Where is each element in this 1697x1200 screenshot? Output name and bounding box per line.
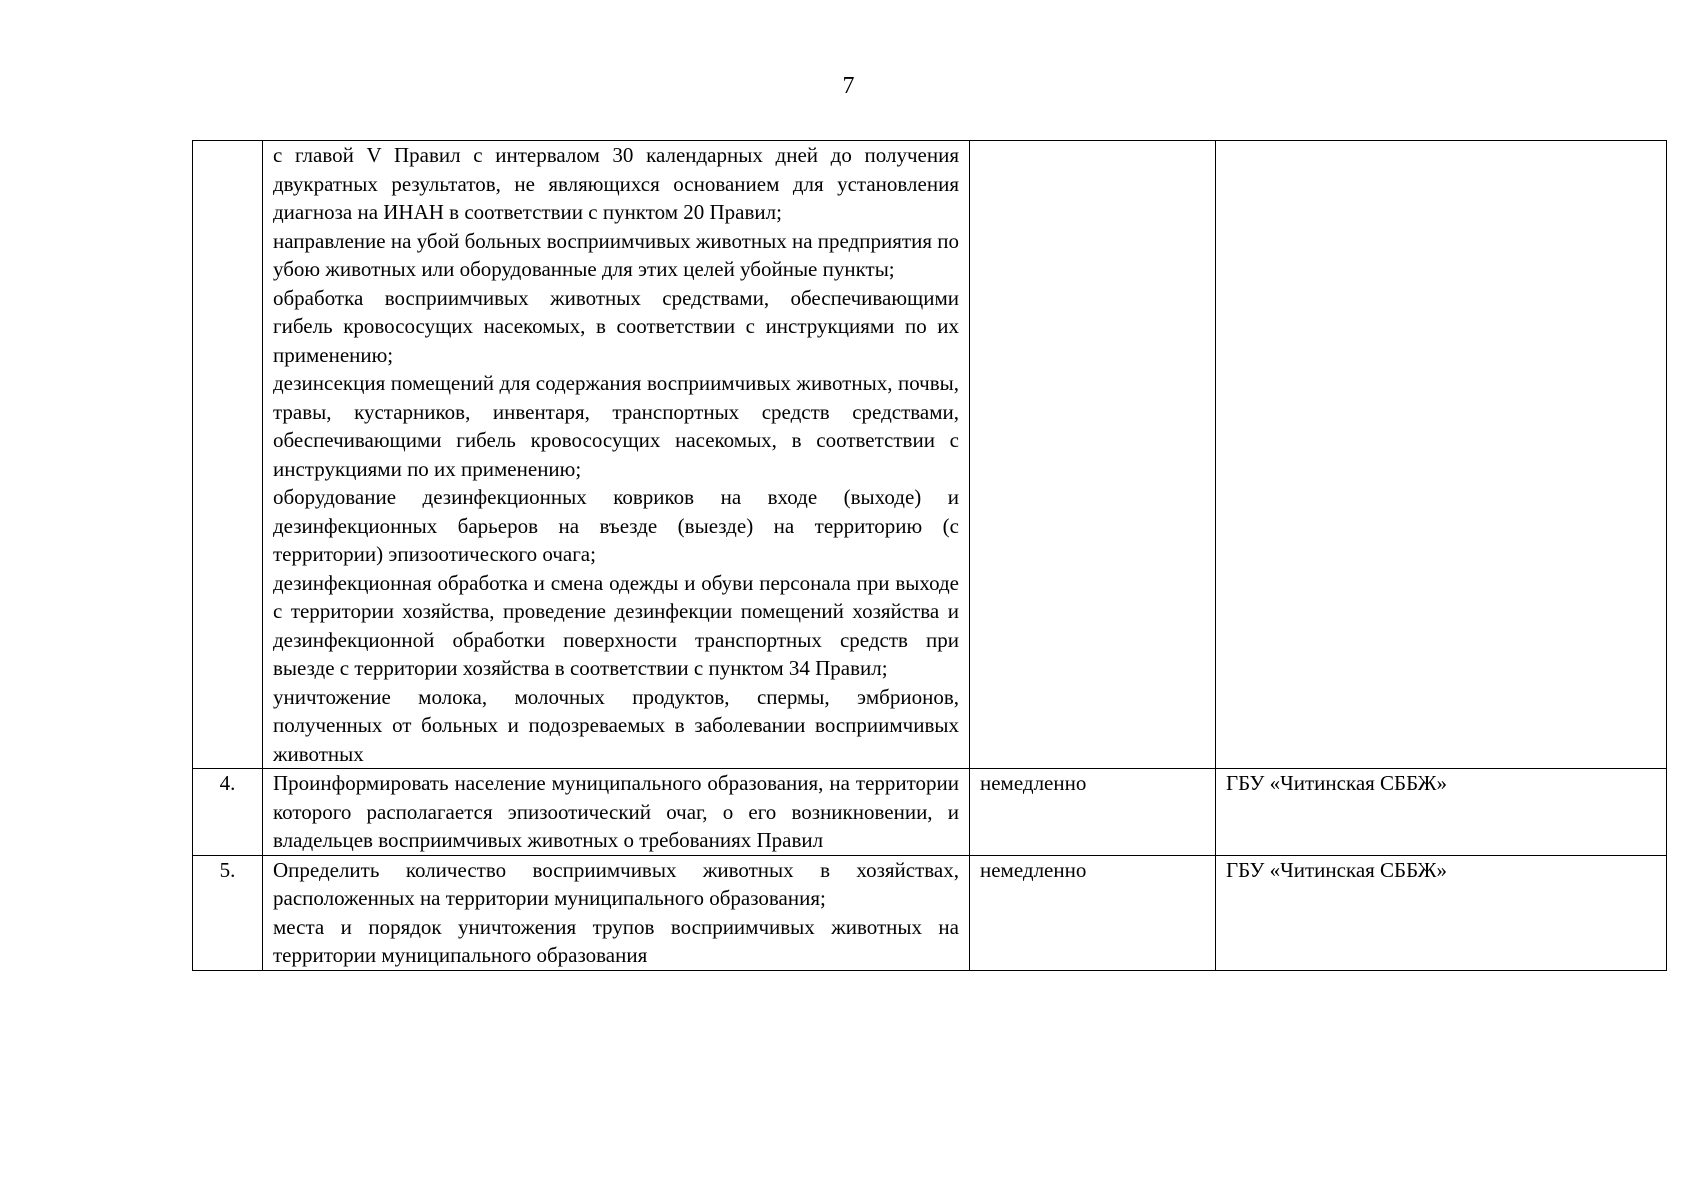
term-cell: немедленно — [970, 855, 1216, 970]
measure-text — [263, 855, 970, 970]
measure-paragraph: дезинфекционная обработка и смена одежды и обуви персонала при выходе с территории хозяйства, проведение дезинфекции помещений хозяйства и дезинфекционной обработки поверхности транспортных средств при выезде с территории хозяйства в соответствии с пунктом 34 Правил; — [273, 570, 959, 680]
row-number: 4. — [193, 769, 263, 856]
measure-paragraph: Проинформировать население муниципального образования, на территории которого располагается эпизоотический очаг, о его возникновении, и владельцев восприимчивых животных о требованиях Правил — [273, 771, 959, 852]
row-number — [193, 141, 263, 769]
measure-text — [263, 141, 970, 769]
measure-paragraph: дезинсекция помещений для содержания восприимчивых животных, почвы, травы, кустарников, инвентаря, транспортных средств средствами, обеспечивающими гибель кровососущих насекомых, в соответствии с инструкциями по их применению; — [273, 371, 959, 481]
responsible-cell — [1216, 141, 1667, 769]
responsible-cell: ГБУ «Читинская СББЖ» — [1216, 769, 1667, 856]
measure-paragraph: Определить количество восприимчивых животных в хозяйствах, расположенных на территории муниципального образования; — [273, 857, 959, 910]
measure-paragraph: с главой V Правил с интервалом 30 календарных дней до получения двукратных результатов, не являющихся основанием для установления диагноза на ИНАН в соответствии с пунктом 20 Правил; — [273, 143, 959, 224]
measure-paragraph: оборудование дезинфекционных ковриков на входе (выходе) и дезинфекционных барьеров на въезде (выезде) на территорию (с территории) эпизоотического очага; — [273, 485, 959, 566]
measure-paragraph: направление на убой больных восприимчивых животных на предприятия по убою животных или оборудованные для этих целей убойные пункты; — [273, 228, 959, 281]
page-number: 7 — [842, 73, 855, 99]
table-row — [193, 855, 1667, 970]
responsible-cell: ГБУ «Читинская СББЖ» — [1216, 855, 1667, 970]
measure-paragraph: обработка восприимчивых животных средствами, обеспечивающими гибель кровососущих насекомых, в соответствии с инструкциями по их применению; — [273, 285, 959, 367]
measure-paragraph: места и порядок уничтожения трупов восприимчивых животных на территории муниципального образования — [273, 914, 959, 967]
term-cell: немедленно — [970, 769, 1216, 856]
measures-table — [192, 140, 1667, 971]
table-row — [193, 769, 1667, 856]
measure-paragraph: уничтожение молока, молочных продуктов, спермы, эмбрионов, полученных от больных и подозреваемых в заболевании восприимчивых животных — [273, 684, 959, 766]
term-cell — [970, 141, 1216, 769]
table-row — [193, 141, 1667, 769]
measure-text — [263, 769, 970, 856]
row-number: 5. — [193, 855, 263, 970]
